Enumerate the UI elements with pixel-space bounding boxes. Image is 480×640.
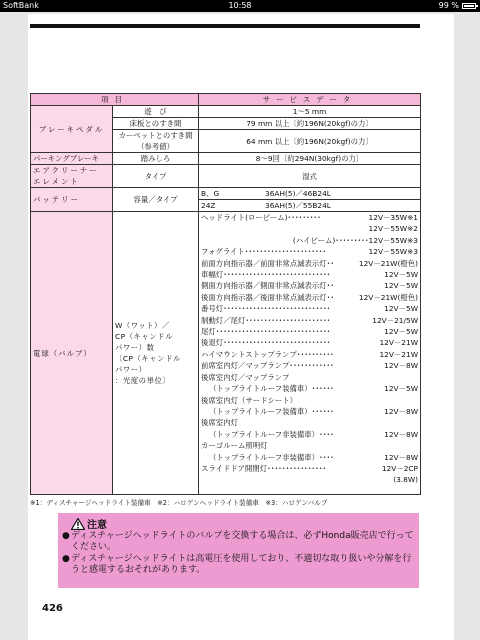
bulb-line <box>201 292 418 303</box>
brake-item: カーペットとのすき間 <box>113 130 199 142</box>
bulb-line <box>201 212 418 223</box>
caution-title <box>71 516 107 531</box>
bulb-spec: 12V－8W <box>384 406 419 416</box>
bulb-spec: 12V－21W <box>379 349 419 359</box>
bulb-name: カーゴルーム照明灯 <box>201 441 268 451</box>
bulb-list <box>199 212 421 495</box>
bulb-spec: 12V－21W(橙色) <box>358 292 419 302</box>
bulb-label: 電球（バルブ） <box>31 212 113 495</box>
caution-title-text: 注意 <box>87 520 107 531</box>
bulb-name: ヘッドライト(ロービーム)･････････ <box>201 213 321 222</box>
brake-pedal-label: ブレーキペダル <box>31 106 113 153</box>
bulb-name: ハイマウントストップランプ･･････････ <box>201 349 334 359</box>
bulb-spec: 12V－5W <box>384 384 419 394</box>
brake-item: 床板とのすき間 <box>113 118 199 130</box>
battery-item: 容量／タイプ <box>113 188 199 212</box>
bulb-item: W（ワット）／ CP（キャンドル パワー）数 〔CP（キャンドル パワー） ：光度の単位〕 <box>113 212 199 495</box>
bulb-spec: 12V－21W <box>379 338 419 348</box>
header-item: 項目 <box>31 94 199 106</box>
bulb-spec: 12V－55W※3 <box>368 235 419 245</box>
caution-item: ● ディスチャージヘッドライトのバルブを交換する場合は、必ずHonda販売店で行ってください。 <box>62 531 414 553</box>
bulb-line <box>201 406 418 417</box>
bulb-spec: 12V－5W <box>384 304 419 314</box>
caution-box <box>58 513 419 588</box>
brake-value: 1～5 mm <box>199 106 421 118</box>
page-number: 426 <box>42 603 63 614</box>
battery-percent: 99 % <box>438 1 459 10</box>
bulb-line <box>201 223 418 234</box>
carrier-label: SoftBank <box>3 1 39 10</box>
bulb-name: 後席室内灯（サードシート） <box>201 395 298 405</box>
caution-body <box>62 531 416 576</box>
table-header-row <box>31 94 421 106</box>
bulb-name: 後退灯･････････････････････････････ <box>201 338 331 348</box>
bulb-name: （トップライトルーフ非装備車）････ <box>209 429 334 439</box>
parking-value: 8～9回〔約294N(30kgf)の力〕 <box>199 153 421 165</box>
battery-value: B、G 36AH(5)／46B24L <box>199 188 421 200</box>
bulb-name: 制動灯／尾灯･･･････････････････････ <box>201 315 331 325</box>
bulb-line <box>201 315 418 326</box>
status-bar <box>0 0 480 12</box>
warning-icon <box>71 518 85 530</box>
bulb-spec: 12V－8W <box>384 429 419 439</box>
bulb-name: （トップライトルーフ装備車）･･････ <box>209 406 334 416</box>
bulb-name: 後席室内灯／マップランプ <box>201 372 290 382</box>
bulb-line <box>201 280 418 291</box>
bulb-line <box>201 417 418 428</box>
bulb-line <box>201 360 418 371</box>
bulb-spec: 12V－21/5W <box>372 315 419 325</box>
bulb-spec: 12V－21W(橙色) <box>358 258 419 268</box>
bulb-line <box>201 258 418 269</box>
air-cleaner-label: エアクリーナー エレメント <box>31 165 113 188</box>
caution-item: ● ディスチャージヘッドライトは高電圧を使用しており、不適切な取り扱いや分解を行うと感電するおそれがあります。 <box>62 553 412 575</box>
bulb-name: 後面方向指示器／後面非常点滅表示灯･･ <box>201 292 335 302</box>
bulb-name: 番号灯･････････････････････････････ <box>201 304 331 314</box>
battery-value: 24Z 36AH(5)／55B24L <box>199 200 421 212</box>
header-service-data: サービスデータ <box>199 94 421 106</box>
bulb-name: 側面方向指示器／側面非常点滅表示灯･･ <box>201 281 335 291</box>
bulb-name: スライドドア開閉灯････････････････ <box>201 463 327 473</box>
clock: 10:58 <box>228 1 252 10</box>
bulb-line <box>201 372 418 383</box>
bulb-spec: (3.8W) <box>393 475 419 485</box>
service-data-table <box>30 93 421 495</box>
bulb-line <box>201 326 418 337</box>
bulb-line <box>201 383 418 394</box>
bulb-line <box>201 395 418 406</box>
bulb-spec: 12V－5W <box>384 270 419 280</box>
bulb-spec: 12V－8W <box>384 361 419 371</box>
bulb-name: 前席室内灯／マップランプ････････････ <box>201 361 334 371</box>
bulb-line <box>201 235 418 246</box>
bulb-name: 前面方向指示器／前面非常点滅表示灯･･ <box>201 258 335 268</box>
bulb-spec: 12V－5W <box>384 281 419 291</box>
parking-brake-label: パーキングブレーキ <box>31 153 113 165</box>
bulb-name: 尾灯･･･････････････････････････････ <box>201 327 331 337</box>
bulb-spec: 12V－55W※3 <box>368 247 419 257</box>
bulb-name: （トップライトルーフ装備車）･･････ <box>209 384 334 394</box>
brake-value: 79 mm 以上〔約196N(20kgf)の力〕 <box>199 118 421 130</box>
bulb-line <box>201 246 418 257</box>
parking-item: 踏みしろ <box>113 153 199 165</box>
battery-label: バッテリー <box>31 188 113 212</box>
bulb-line <box>201 440 418 451</box>
bulb-name: 後席室内灯 <box>201 418 238 428</box>
bulb-line <box>201 452 418 463</box>
battery-icon <box>462 3 476 9</box>
brake-item: 遊 び <box>113 106 199 118</box>
bulb-line <box>201 303 418 314</box>
bulb-spec: 12V－8W <box>384 452 419 462</box>
bulb-spec: 12V－35W※1 <box>368 213 419 222</box>
bulb-line <box>201 337 418 348</box>
bulb-name: （トップライトルーフ非装備車）････ <box>209 452 334 462</box>
bulb-line <box>201 349 418 360</box>
bulb-name: フォグライト･･････････････････････ <box>201 247 327 257</box>
bulb-spec: 12V－2CP <box>381 463 419 473</box>
air-item: タイプ <box>113 165 199 188</box>
bulb-line <box>201 463 418 474</box>
bulb-name: 車幅灯･････････････････････････････ <box>201 270 331 280</box>
bulb-line <box>201 429 418 440</box>
bulb-line <box>201 269 418 280</box>
brake-value: 64 mm 以上〔約196N(20kgf)の力〕 <box>199 130 421 153</box>
bulb-spec: 12V－55W※2 <box>368 224 419 234</box>
brake-item-note: （参考値） <box>113 141 199 153</box>
bulb-line <box>201 474 418 485</box>
header-rule <box>30 24 420 28</box>
battery-indicator <box>439 0 476 12</box>
bulb-spec: 12V－5W <box>384 327 419 337</box>
footnote: ※1：ディスチャージヘッドライト装備車 ※2：ハロゲンヘッドライト装備車 ※3：ハロゲンバルブ <box>30 499 328 507</box>
bulb-name: (ハイビーム)･････････ <box>292 235 369 245</box>
air-value: 湿式 <box>199 165 421 188</box>
